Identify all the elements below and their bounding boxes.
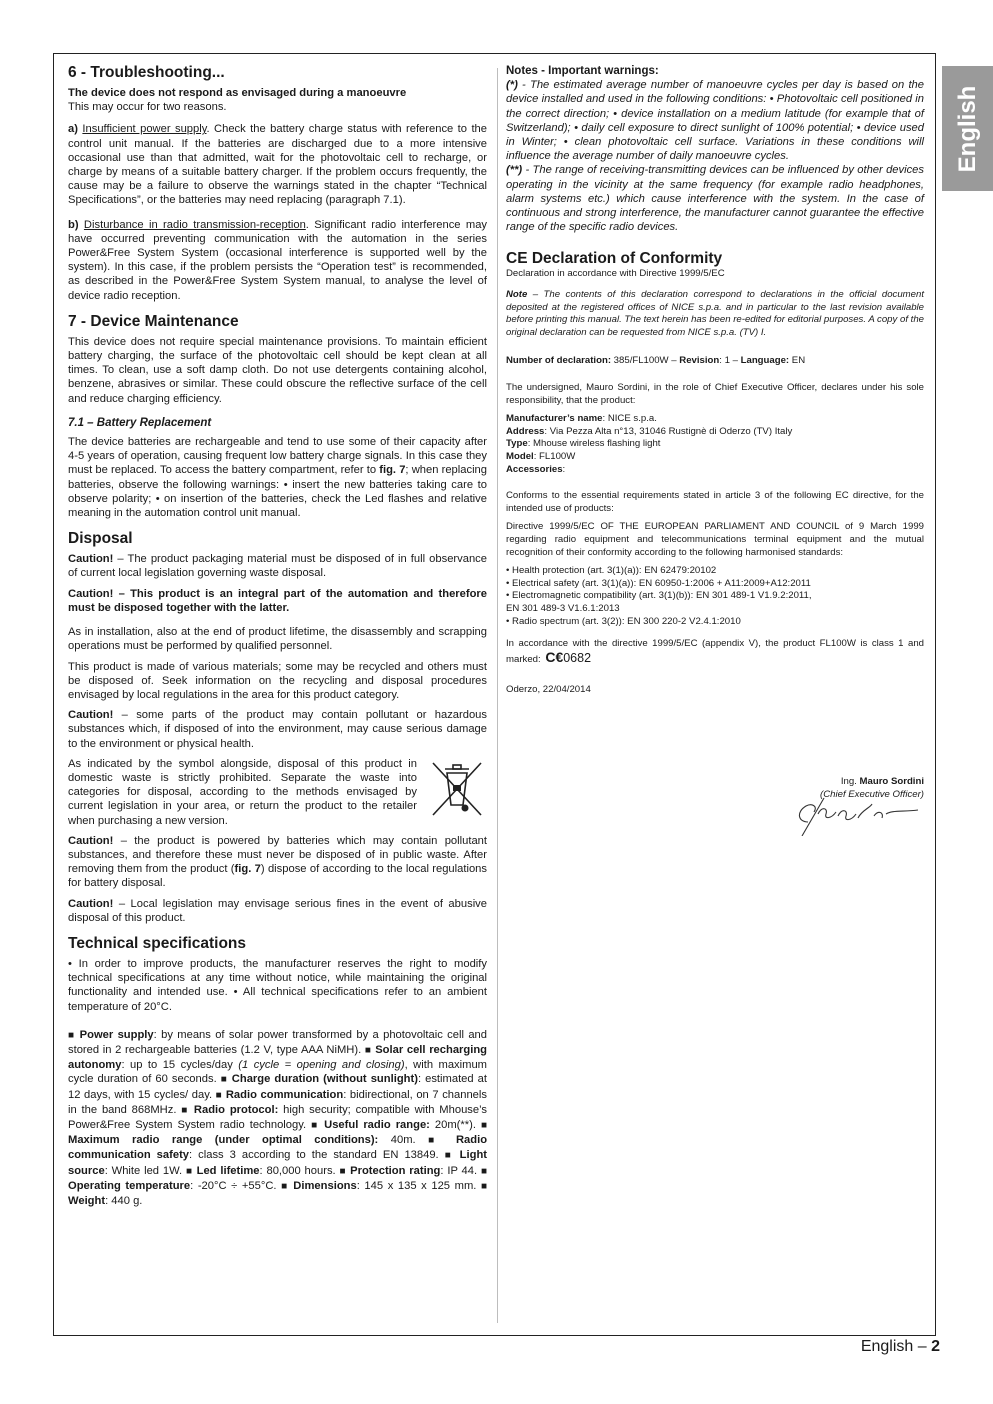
ce-standards-list	[506, 565, 924, 628]
spec-value: : White led 1W.	[104, 1164, 186, 1177]
spec-label: Led lifetime	[196, 1164, 260, 1177]
troubleshooting-title: 6 - Troubleshooting...	[68, 64, 225, 81]
disposal-p3: As in installation, also at the end of product lifetime, the disassembly and scrapping operations must be performed by qualified personnel.	[68, 626, 487, 653]
crossed-bin-icon	[427, 759, 487, 821]
tech-specs-intro: • In order to improve products, the manufacturer reserves the right to modify technical specifications at any time without notice, while maintaining the original functionality and intended use. • All technical specifications refer to an ambient temperature of 20°C.	[68, 957, 487, 1013]
note-2: (**) - The range of receiving-transmitting devices can be influenced by other devices operating in the vicinity at the same frequency (for example radio headphones, alarm systems etc.) which cause interference with the system. In the case of continuous and strong interference, the manufacturer cannot guarantee the effective range of the specific radio devices.	[506, 164, 924, 234]
spec-bullet-icon: ■	[339, 1165, 347, 1177]
spec-value: : 440 g.	[105, 1195, 143, 1207]
language-tab	[942, 66, 993, 191]
right-column	[506, 64, 924, 800]
maintenance-title: 7 - Device Maintenance	[68, 312, 239, 330]
spec-bullet-icon: ■	[68, 1029, 76, 1041]
footer-label: English –	[860, 1338, 932, 1355]
note-1: (*) - The estimated average number of manoeuvre cycles per day is based on the device installed and used in the following conditions: • Photovoltaic cell positioned in the correct direction; • device installation on a medium latitude (for example that of Switzerland); • daily cell exposure to direct sunlight of 100% potential; • device used in Winter; • clean photovoltaic cell surface. Variations in these conditions will influence the average number of daily manoeuvre cycles.	[506, 79, 924, 163]
disposal-p5: Caution! – some parts of the product may contain pollutant or hazardous substances which, if disposed of into the environment, may cause serious damage to the environment or physical health.	[68, 709, 487, 750]
spec-value: : up to 15 cycles/day	[121, 1059, 239, 1072]
ce-title: CE Declaration of Conformity	[506, 250, 723, 268]
page-footer	[861, 1338, 940, 1356]
spec-label: Useful radio range:	[324, 1118, 430, 1131]
spec-bullet-icon: ■	[428, 1135, 444, 1147]
disposal-p7: Caution! – the product is powered by batteries which may contain pollutant substances, and therefore these must never be disposed of in public waste. After removing them from the product (fig. 7) dispose of according to the local regulations for battery disposal.	[68, 834, 487, 890]
ce-place-date: Oderzo, 22/04/2014	[506, 684, 591, 696]
spec-value: : bidirectional, on 7 channels in the band 868MHz.	[68, 1088, 487, 1116]
disposal-p2: Caution! – This product is an integral part of the automation and therefore must be disposed together with the latter.	[68, 587, 487, 614]
battery-replacement-text: The device batteries are rechargeable and tend to use some of their capacity after 4-5 years of operation, causing frequent low battery charge signals. In this case they must be replaced. To access the battery compartment, refer to fig. 7; when replacing batteries, observe the following warnings: • insert the new batteries taking care to observe polarity; • on insertion of the batteries, check the Led flashes and relative meaning in the automation control unit manual.	[68, 436, 488, 520]
spec-label: Operating temperature	[68, 1179, 191, 1192]
tech-specs-list	[68, 1028, 487, 1208]
spec-label: Charge duration (without sunlight)	[231, 1073, 418, 1086]
handwritten-signature	[794, 792, 924, 836]
spec-value: high security; compatible with Mhouse’s Power&Free System System radio technology.	[68, 1103, 487, 1131]
ce-standard-item: EN 301 489-3 V1.6.1:2013	[506, 602, 620, 614]
ce-undersigned: The undersigned, Mauro Sordini, in the role of Chief Executive Officer, declares under his sole responsibility, that the product:	[506, 382, 924, 406]
spec-value: : estimated at 12 days, with 15 cycles/ day.	[68, 1073, 487, 1101]
spec-bullet-icon: ■	[181, 1104, 190, 1116]
tech-specs-title: Technical specifications	[68, 934, 247, 952]
signature-role: (Chief Executive Officer)	[820, 788, 924, 800]
ce-body	[506, 268, 924, 696]
disposal-symbol-row	[68, 757, 487, 834]
ce-accordance: In accordance with the directive 1999/5/EC (appendix V), the product FL100W is class 1 and marked: C€0682	[506, 638, 924, 665]
spec-bullet-icon: ■	[281, 1180, 289, 1192]
spec-note: (1 cycle = opening and closing)	[238, 1059, 405, 1072]
spec-bullet-icon: ■	[364, 1044, 372, 1056]
signature-block	[684, 776, 924, 801]
spec-bullet-icon: ■	[220, 1074, 228, 1086]
page-number: 2	[931, 1338, 940, 1355]
spec-label: Radio communication	[225, 1088, 344, 1101]
tech-specs-section	[68, 935, 487, 1208]
ce-subtitle: Declaration in accordance with Directive 1999/5/EC	[506, 268, 725, 280]
troubleshooting-intro: This may occur for two reasons.	[68, 101, 227, 114]
spec-value: : class 3 according to the standard EN 13849.	[189, 1149, 445, 1162]
ce-standard-item: • Radio spectrum (art. 3(2)): EN 300 220-2 V2.4.1:2010	[506, 615, 741, 627]
ce-directive: Directive 1999/5/EC OF THE EUROPEAN PARLIAMENT AND COUNCIL of 9 March 1999 regarding radio equipment and telecommunications terminal equipment and the mutual recognition of their conformity according to the following harmonised standards:	[506, 521, 924, 558]
language-tab-label: English	[953, 85, 981, 172]
spec-bullet-icon: ■	[480, 1165, 488, 1177]
disposal-section	[68, 530, 487, 925]
spec-value: : IP 44.	[440, 1164, 481, 1177]
column-divider	[497, 68, 498, 1323]
ce-mark-icon: C€	[545, 648, 564, 665]
troubleshooting-section	[68, 64, 487, 303]
spec-value: : by means of solar power transformed by a photovoltaic cell and stored in 2 rechargeable batteries (1.2 V, type AAA NiMH).	[68, 1028, 487, 1056]
troubleshooting-reason-a: a) Insufficient power supply. Check the battery charge status with reference to the control unit manual. If the batteries are discharged due to a more intensive occasional use than that admitted, wait for the photovoltaic cell to recharge, or charge by means of a suitable battery charger. If the problem occurs frequently, the cause may be a failure to observe the warnings stated in the chapter “Technical Specifications”, or the batteries may need replacing (paragraph 7.1).	[68, 123, 487, 207]
left-column	[68, 64, 487, 1214]
signature-name: Ing. Mauro Sordini	[840, 776, 924, 787]
disposal-title: Disposal	[68, 530, 133, 548]
maintenance-section	[68, 313, 487, 520]
ce-standard-item: • Health protection (art. 3(1)(a)): EN 62479:20102	[506, 565, 717, 577]
ce-number: 0682	[563, 650, 592, 665]
ce-section	[506, 250, 924, 800]
spec-value: 40m.	[378, 1134, 429, 1147]
disposal-p1: Caution! – The product packaging material must be disposed of in full observance of current local legislation governing waste disposal.	[68, 553, 487, 580]
spec-value: : -20°C ÷ +55°C.	[190, 1179, 282, 1192]
ce-declaration-number: Number of declaration: 385/FL100W – Revision: 1 – Language: EN	[506, 355, 806, 367]
spec-label: Maximum radio range (under optimal conditions):	[68, 1134, 379, 1147]
spec-label: Solar cell recharging autonomy	[68, 1043, 488, 1072]
ce-conforms: Conforms to the essential requirements stated in article 3 of the following EC directive, for the intended use of products:	[506, 490, 924, 514]
disposal-p8: Caution! – Local legislation may envisage serious fines in the event of abusive disposal of this product.	[68, 897, 487, 924]
disposal-p6: As indicated by the symbol alongside, disposal of this product in domestic waste is strictly prohibited. Separate the waste into categories for disposal, according to the methods envisaged by current legislation in your area, or return the product to the retailer when purchasing a new version.	[68, 757, 417, 827]
spec-label: Weight	[68, 1195, 106, 1207]
spec-bullet-icon: ■	[480, 1119, 488, 1131]
spec-value-cont: , with maximum cycle duration of 60 seconds.	[68, 1059, 487, 1086]
battery-replacement-title: 7.1 – Battery Replacement	[68, 416, 212, 429]
maintenance-text: This device does not require special maintenance provisions. To maintain efficient battery charging, the surface of the photovoltaic cell should be kept clean at all times. To clean, use a soft damp cloth. Do not use detergents containing alcohol, benzene, abrasives or similar. These could obscure the reflective surface of the cell and reduce charging efficiency.	[68, 335, 487, 405]
spec-bullet-icon: ■	[215, 1089, 223, 1101]
ce-note: Note – The contents of this declaration correspond to declarations in the official document deposited at the registered offices of NICE s.p.a. and in particular to the last revision available before printing this manual. The text herein has been re-edited for editorial purposes. A copy of the original declaration can be requested from NICE s.p.a. (TV) I.	[506, 289, 924, 338]
spec-label: Radio protocol:	[193, 1103, 279, 1116]
spec-label: Light source	[68, 1149, 488, 1177]
spec-label: Protection rating	[350, 1164, 441, 1177]
spec-bullet-icon: ■	[311, 1119, 320, 1131]
spec-bullet-icon: ■	[185, 1165, 193, 1177]
ce-product-details: Manufacturer’s name: NICE s.p.a. Address: Via Pezza Alta n°13, 31046 Rustignè di Oderzo (TV) Italy Type: Mhouse wireless flashing light Model: FL100W Accessories:	[506, 413, 793, 475]
troubleshooting-reason-b: b) Disturbance in radio transmission-reception. Significant radio interference may have occurred preventing communication with the automation in the series Power&Free System System (occasional interference is supported well by the system). In this case, if the problem persists the “Operation test” is recommended, as described in the Power&Free System System manual, to analyse the level of device radio reception.	[68, 218, 488, 302]
troubleshooting-subtitle: The device does not respond as envisaged during a manoeuvre	[68, 87, 407, 99]
spec-value: 20m(**).	[429, 1118, 481, 1131]
notes-section	[506, 64, 924, 234]
spec-value: : 145 x 135 x 125 mm.	[356, 1179, 481, 1192]
spec-bullet-icon: ■	[480, 1180, 488, 1192]
spec-label: Power supply	[79, 1028, 154, 1041]
spec-bullet-icon: ■	[444, 1150, 454, 1162]
spec-label: Radio communication safety	[68, 1134, 488, 1162]
notes-title: Notes - Important warnings:	[506, 65, 659, 77]
disposal-p4: This product is made of various materials; some may be recycled and others must be disposed of. Seek information on the recycling and disposal procedures envisaged by local regulations in the area for this product category.	[68, 660, 487, 701]
spec-label: Dimensions	[293, 1179, 357, 1192]
ce-standard-item: • Electromagnetic compatibility (art. 3(1)(b)): EN 301 489-1 V1.9.2:2011,	[506, 590, 812, 602]
spec-value: : 80,000 hours.	[259, 1164, 340, 1177]
ce-standard-item: • Electrical safety (art. 3(1)(a)): EN 60950-1:2006 + A11:2009+A12:2011	[506, 577, 811, 589]
